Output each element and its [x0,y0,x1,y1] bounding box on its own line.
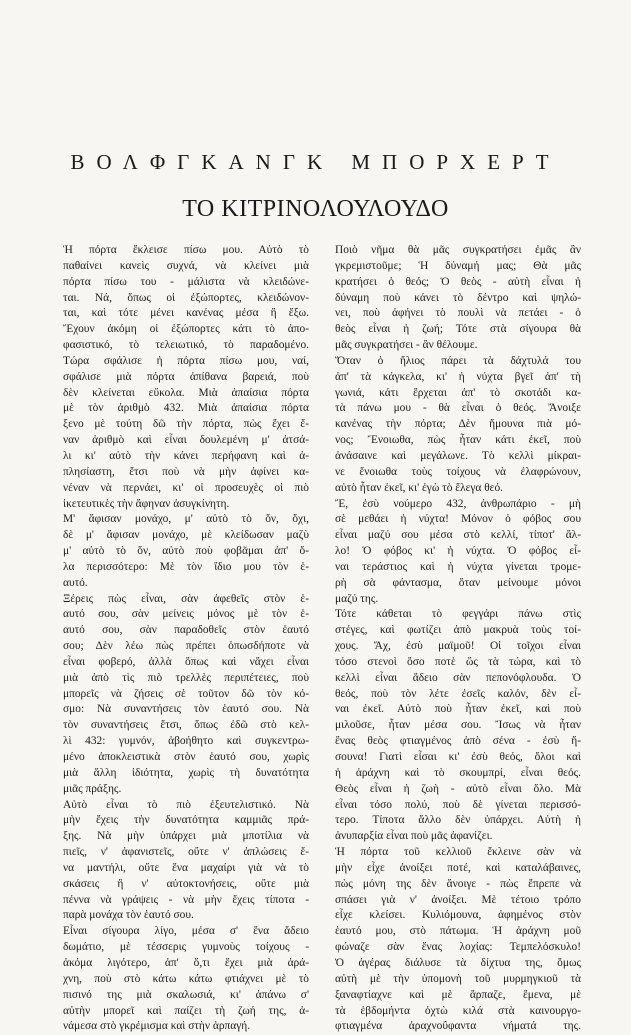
text-line: παθαίνει κανεὶς συχνά, νὰ κλείνει μιὰ [63,259,309,272]
text-line: αὐτὴν μπορεῖ καὶ παίζει τὴ ζωή της, ἀ- [63,1004,309,1017]
story-title: ΤΟ ΚΙΤΡΙΝΟΛΟΥΛΟΥΔΟ [182,196,449,222]
text-line: μιὰ ἄλλη ἰδιότητα, χωρὶς τὴ δυνατότητα [63,766,309,779]
text-line: δὲν κλείνεται εὔκολα. Μιὰ ἀπαίσια πόρτα [63,386,309,399]
text-line: σμο: Νὰ συναντήσεις τὸν ἑαυτό σου. Νὰ [63,703,309,716]
text-line: εἶναι φοβερό, ἀλλὰ ὅπως καὶ νἄχει εἶναι [63,655,309,668]
text-line: ναν ἀριθμὸ καὶ εἶναι δουλεμένη μ' ἀτσά- [63,434,309,447]
text-line: Τώρα σφάλισε ἡ πόρτα πίσω μου, ναί, [63,354,309,367]
text-line: ται. Νά, ὅπως οἱ ἐξώπορτες, κλειδώνον- [63,291,309,304]
text-line: ἡ ἀράχνη καὶ τὸ σκουμπρί, εἶναι θεός. [335,766,581,779]
text-line: θεός, ποὺ τὸν λέτε ἐσεῖς καλόν, δὲν εἶ- [335,687,581,700]
text-line: δωμάτιο, μὲ τέσσερις γυμνοὺς τοίχους - [63,941,309,954]
text-line: αυτό σου, σὰν μείνεις μόνος μὲ τὸν ἑ- [63,608,309,621]
text-line: ἕνας θεὸς φτιαγμένος ἀπὸ σένα - ἐσὺ ἤ- [335,735,581,748]
text-line: Θεὸς εἶναι ἡ ζωὴ - αὐτὸ εἶναι ὅλο. Μὰ [335,782,581,795]
text-line: εἶναι μαζύ σου μέσα στὸ κελλί, τίποτ' ἄλ- [335,529,581,542]
text-line: τερο. Τίποτα ἄλλο δὲν ὑπάρχει. Αὐτὴ ἡ [335,814,581,827]
text-line: ἀνυπαρξία εἶναι ποὺ μᾶς ἀφανίζει. [335,830,493,843]
text-column-left [63,243,309,1035]
text-line: ξαναφτίαχνε καὶ μὲ ἄρπαζε, ἔμενα, μὲ [335,988,581,1001]
text-line: τὰ ἑβδομήντα ὀχτὼ κιλά στὰ καινουργο- [335,1004,581,1017]
text-line: χους. Ἄχ, ἐσὺ μαϊμοῦ! Οἱ τοῖχοι εἶναι [335,640,581,653]
text-line: μᾶς συγκρατήσει - ἂν θέλουμε. [335,339,478,352]
text-line: ναι ἐκεῖ. Αὐτὸ ποὺ ἦταν ἐκεῖ, καὶ ποὺ [335,703,581,716]
text-line: μιᾶς πράξης. [63,782,122,795]
text-line: Τότε κάθεται τὸ φεγγάρι πάνω στὶς [335,608,581,621]
text-line: πλησίαστη, ἔτσι ποὺ νὰ μὴν ἀφίνει κα- [63,465,309,478]
text-line: φασιστικό, τὸ τελειωτικό, τὸ παραδομένο. [63,339,309,352]
text-line: μπορεῖς νὰ ζήσεις σὲ τοῦτον δῶ τὸν κό- [63,687,309,700]
text-line: νει, ποὺ ἀφήνει τὸ πουλὶ νὰ πετάει - ὁ [335,307,581,320]
text-line: αυτό. [63,576,88,589]
text-line: σουνα! Γιατὶ εἶσαι κι' ἐσὺ θεός, ὅλοι καὶ [335,751,581,763]
text-line: μ' αὐτὸ τὸ ὄν, αὐτὸ ποὺ φοβᾶμαι ἀπ' ὅ- [63,545,309,558]
text-line: τὸν συναντήσεις ἔτσι, ὅπως ἐδῶ στὸ κελ- [63,719,309,732]
text-line: χνη, ποὺ στὸ κάτω κάτω φτιάχνει μὲ τὸ [63,972,309,985]
text-line: λὶ 432: γυμνόν, ἀβοήθητο καὶ συγκεντρω- [63,735,309,748]
text-line: ἱκετευτικὲς τὴν ἄφηναν ἀσυγκίνητη. [63,497,230,510]
text-line: Ἔ, ἐσὺ νούμερο 432, ἀνθρωπάριο - μὴ [335,497,581,510]
text-line: Ποιὸ νῆμα θὰ μᾶς συγκρατήσει ἐμᾶς ἂν [335,244,581,256]
text-line: τὰ πάνω μου - θὰ εἶναι ὁ θεός. Ἄνοιξε [335,402,581,415]
text-line: Ἡ πόρτα τοῦ κελλιοῦ ἔκλεινε σὰν νὰ [335,846,581,859]
text-line: εἶχε κλείσει. Κυλιόμουνα, ἀφημένος στὸν [335,909,581,922]
author-heading: ΒΟΛΦΓΚΑΝΓΚ ΜΠΟΡΧΕΡΤ [70,150,561,174]
text-column-right [335,243,581,1035]
text-line: Εἶναι σίγουρα λίγο, μέσα σ' ἕνα ἄδειο [63,925,309,938]
text-line: ἑαυτό μου, στὸ πάτωμα. Ἡ ἀράχνη μοῦ [335,925,581,938]
text-line: ξης. Νὰ μὴν ὑπάρχει μιὰ μποτίλια νὰ [63,830,309,843]
text-line: ἀπ' τὰ κάγκελα, κι' ἡ νύχτα βγεῖ ἀπ' τὴ [335,370,581,383]
text-line: κρατήσει ὁ θεός; Ὁ θεὸς - αὐτὴ εἶναι ἡ [335,275,581,288]
text-line: μὴν ἔχεις τὴν δυνατότητα καμμιᾶς πρά- [63,814,309,827]
text-line: σκάσεις ἢ ν' αὐτοκτονήσεις, οὔτε μιὰ [63,877,309,890]
text-line: φώναζε σὰν ἕνας λοχίας: Τεμπελόσκυλο! [335,941,581,954]
text-line: μιὰ ἀπὸ τὶς πιὸ τρελλὲς περιπέτειες, ποὺ [63,671,309,684]
text-line: Ἔχουν ἀκόμη οἱ ἐξώπορτες κάτι τὸ ἀπο- [63,323,309,336]
text-line: εἶναι τόσο πολύ, ποὺ δὲ γίνεται περισσό- [335,798,581,811]
text-line: στέγες, καὶ φωτίζει ἀπὸ μακρυὰ τοὺς τοί- [335,624,581,637]
text-line: μὴν εἶχε ἀνοίξει ποτέ, καὶ καταλάβαινες, [335,861,581,874]
text-line: κανένας τὴν πόρτα; Δὲν ἤμουνα πιὰ μό- [335,418,581,431]
text-line: τόσο στενοὶ ὅσο ποτὲ ὥς τὰ τώρα, καὶ τὸ [335,655,581,668]
text-line: δὲ μ' ἄφισαν μονάχο, μὲ κλείδωσαν μαζὺ [63,529,309,542]
text-line: σου; Δὲν λέω πὼς πρέπει ὁπωσδήποτε νὰ [63,640,309,653]
text-line: δύναμη ποὺ κάνει τὸ δέντρο καὶ ψηλώ- [335,291,581,304]
text-line: Ὁ ἀγέρας διάλυσε τὰ δίχτυα της, ὅμως [335,956,581,969]
text-line: σπάσει γιὰ ν' ἀνοίξει. Μὲ τέτοιο τρόπο [335,893,581,906]
text-line: πιεῖς, ν' ἀφανιστεῖς, οὔτε ν' ἁπλώσεις ἕ- [63,846,309,859]
text-line: μιλοῦσε, ἦταν μέσα σου. Ἴσως νὰ ἦταν [335,719,581,732]
text-line: ἀκόμα λιγότερο, ἀπ' ὅ,τι ἔχει μιὰ ἀρά- [63,956,309,969]
text-line: λα περισσότερο: Μὲ τὸν ἴδιο μου τὸν ἑ- [63,560,309,573]
text-line: πὼς μόνη της δὲν ἄνοιγε - πὼς ἔπρεπε νὰ [335,877,581,890]
text-line: Ὅταν ὁ ἥλιος πάρει τὰ δάχτυλά του [335,354,581,367]
text-line: νε ἔνοιωθα τοὺς τοίχους νὰ ἐλαφρώνουν, [335,465,581,478]
text-line: Ἡ πόρτα ἔκλεισε πίσω μου. Αὐτὸ τὸ [63,244,309,256]
text-line: κελλὶ εἶναι ἄδειο σὰν πεπονόφλουδα. Ὁ [335,671,581,684]
text-line: μὲ τὸν ἀριθμὸ 432. Μιὰ ἀπαίσια πόρτα [63,402,309,415]
text-line: νέναν νὰ περνάει, κι' οἱ προσευχὲς οἱ πιὸ [63,481,309,494]
text-line: ἀνάσαινε καὶ μεγάλωνε. Τὸ κελλὶ μίκραι- [335,449,581,462]
text-line: λο! Ὁ φόβος κι' ἡ νύχτα. Ὁ φόβος εἶ- [335,545,581,558]
text-line: ξενο μὲ τούτη δῶ τὴν πόρτα, πὼς ἔχει ἕ- [63,418,309,431]
text-line: λι κι' αὐτὸ τὴν κάνει περήφανη καὶ ἀ- [63,449,309,462]
text-line: γκρεμιστοῦμε; Ἡ δύναμή μας; Θὰ μᾶς [335,259,581,272]
text-line: Μ' ἄφισαν μονάχο, μ' αὐτὸ τὸ ὄν, ὄχι, [63,513,309,526]
text-line: γωνιά, κάτι ἔρχεται ἀπ' τὸ σκοτάδι κα- [335,386,581,399]
text-line: νάμεσα στὸ γκρέμισμα καὶ στὴν ἁρπαγή. [63,1020,251,1033]
text-line: ται, καὶ τότε μένει κανένας μέσα ἢ ἔξω. [63,307,309,320]
text-line: πισινό της μιὰ σκαλωσιά, κι' ἀπάνω σ' [63,988,309,1001]
text-line: να μαντήλι, οὔτε ἕνα μαχαίρι γιὰ νὰ τὸ [63,861,309,874]
text-line: ρὴ σὰ φάντασμα, ὅταν μείνουμε μόνοι [335,576,581,589]
text-line: αὐτὸ ἦταν ἐκεῖ, κι' ἐγὼ τὸ ἔλεγα θεό. [335,481,504,494]
text-line: αὐτὴ μὲ τὴν ὑπομονὴ τοῦ μυρμηγκιοῦ τὰ [335,972,581,985]
text-line: μαζύ της. [335,592,379,605]
text-line: θεὸς εἶναι ἡ ζωή; Τότε στὰ σίγουρα θὰ [335,323,581,336]
text-line: πέννα νὰ γράψεις - νὰ μὴν ἔχεις τίποτα - [63,893,309,906]
text-line: Αὐτὸ εἶναι τὸ πιὸ ἐξευτελιστικό. Νὰ [63,798,309,811]
text-line: αυτό σου, σὰν παραδοθεῖς στὸν ἑαυτό [63,624,309,637]
text-line: σὲ μεθάει ἡ νύχτα! Μόνον ὁ φόβος σου [335,513,581,526]
text-line: ναι τεράστιος καὶ ἡ νύχτα γίνεται τρομε- [335,560,581,573]
text-line: νος; Ἔνοιωθα, πὼς ἦταν κάτι ἐκεῖ, ποὺ [335,434,581,447]
text-line: παρὰ μονάχα τὸν ἑαυτό σου. [63,909,194,922]
text-line: μένο ἀποκλειστικὰ στὸν ἑαυτό σου, χωρὶς [63,751,309,763]
text-line: πόρτα πίσω του - μάλιστα νὰ κλειδώνε- [63,275,309,288]
text-line: Ξέρεις πὼς εἶναι, σὰν ἀφεθεῖς στὸν ἑ- [63,592,309,605]
text-line: φτιαγμένα ἀραχνοΰφαντα νήματά της. [335,1020,581,1033]
text-line: σφάλισε μιὰ πόρτα ἀπίθανα βαρειά, ποὺ [63,370,309,383]
